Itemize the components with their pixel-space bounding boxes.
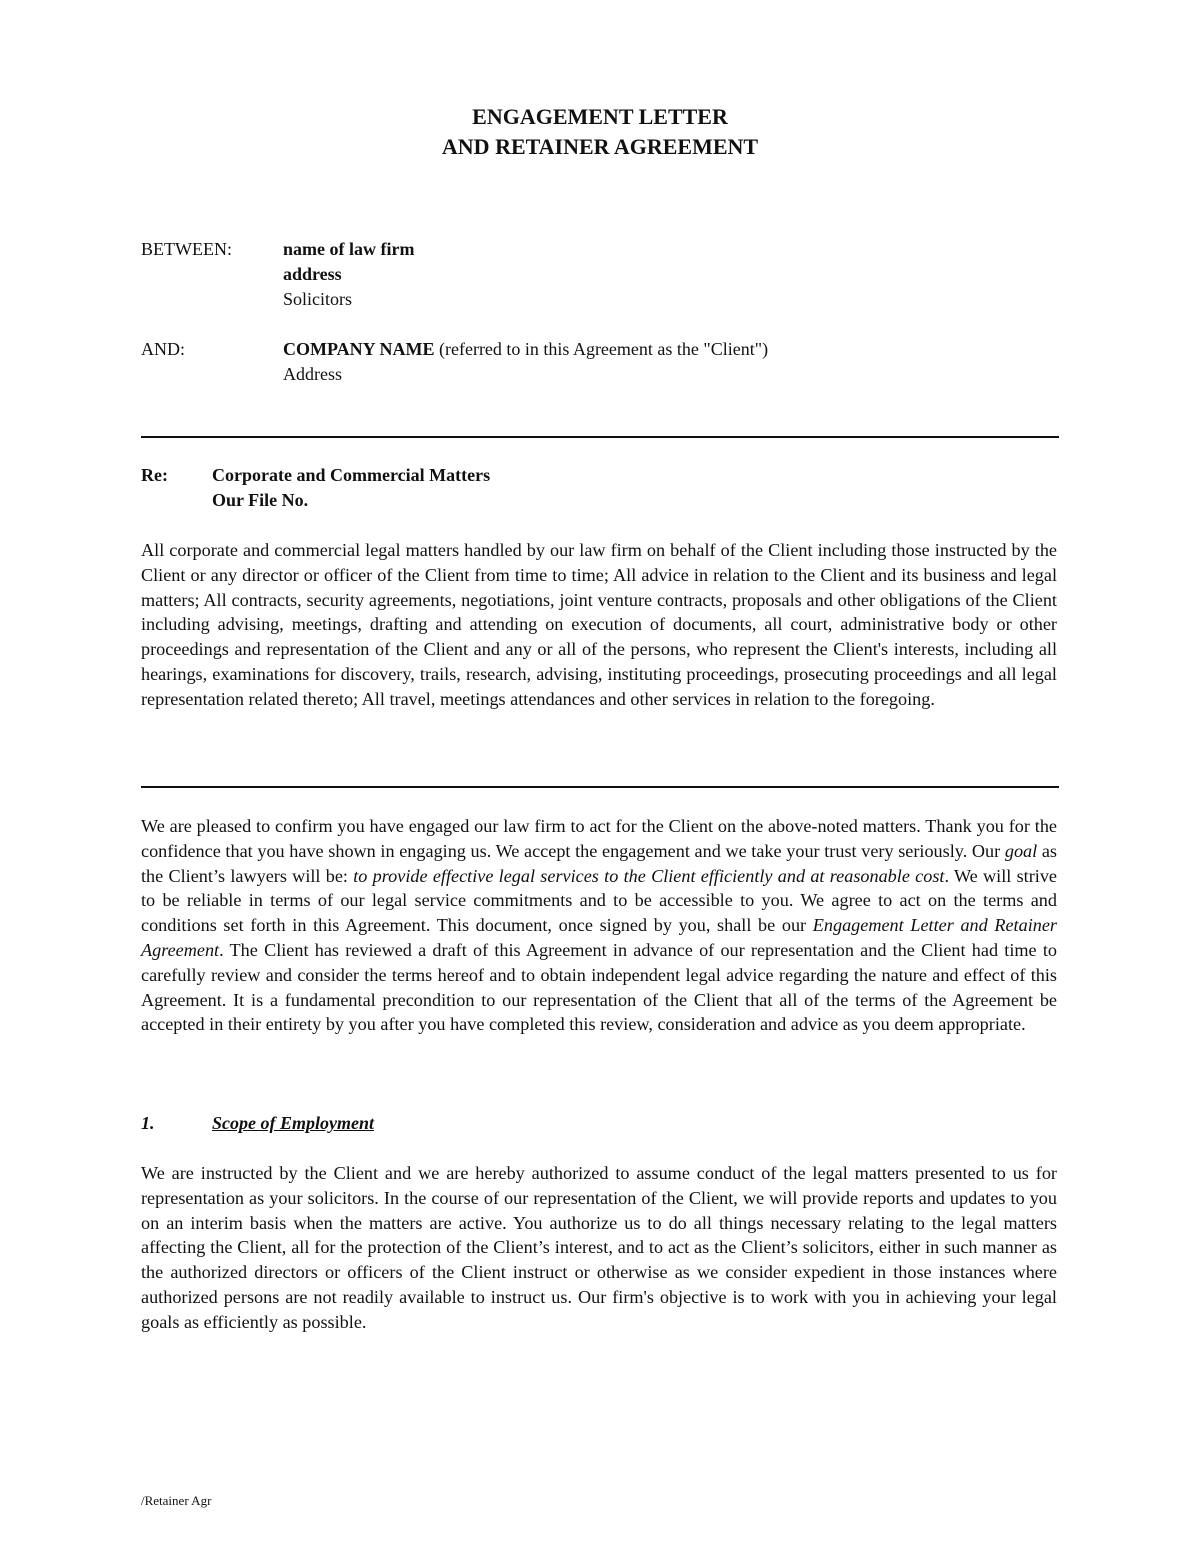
intro-paragraph: We are pleased to confirm you have engaged our law firm to act for the Client on the above-noted matters. Thank you for the confidence that you have shown in engaging us. We accept the engagement and we take your trust very seriously. Our goal as the Client’s lawyers will be: to provide effective legal services to the Client efficiently and at reasonable cost. We will strive to be reliable in terms of our legal service commitments and to be accessible to you. We agree to act on the terms and conditions set forth in this Agreement. This document, once signed by you, shall be our Engagement Letter and Retainer Agreement. The Client has reviewed a draft of this Agreement in advance of our representation and the Client had time to carefully review and consider the terms hereof and to obtain independent legal advice regarding the nature and effect of this Agreement. It is a fundamental precondition to our representation of the Client that all of the terms of the Agreement be accepted in their entirety by you after you have completed this review, consideration and advice as you deem appropriate. <box>141 816 1058 1035</box>
re-label: Re: <box>141 465 168 485</box>
section-1-heading <box>141 1111 374 1136</box>
goal-text: to provide effective legal services to the Client efficiently and at reasonable cost <box>353 865 945 886</box>
re-subject: Corporate and Commercial Matters <box>212 465 491 485</box>
scope-paragraph: All corporate and commercial legal matters handled by our law firm on behalf of the Client including those instructed by the Client or any director or officer of the Client from time to time; All advice in relation to the Client and its business and legal matters; All contracts, security agreements, negotiations, joint venture contracts, proposals and other obligations of the Client including advising, meetings, drafting and attending on execution of documents, all court, administrative body or other proceedings and representation of the Client and any or all of the persons, who represent the Client's interests, including all hearings, examinations for discovery, trails, research, advising, instituting proceedings, prosecuting proceedings and all legal representation related thereto; All travel, meetings attendances and other services in relation to the foregoing. <box>141 540 1057 709</box>
title-line-2: AND RETAINER AGREEMENT <box>441 134 759 159</box>
section-1-number: 1. <box>141 1113 155 1133</box>
re-file-number: Our File No. <box>212 490 309 510</box>
document-name: Engagement Letter and Retainer Agreement <box>141 915 1058 960</box>
top-divider <box>141 436 1059 438</box>
and-label: AND: <box>141 339 185 359</box>
parties-block <box>141 237 1061 412</box>
party-between <box>141 237 1061 312</box>
firm-role: Solicitors <box>283 289 353 309</box>
page-footer: /Retainer Agr <box>141 1493 212 1508</box>
between-label: BETWEEN: <box>141 239 232 259</box>
document-title <box>0 102 1200 162</box>
company-address: Address <box>283 364 342 384</box>
bottom-divider <box>141 786 1059 788</box>
party-and <box>141 337 1061 387</box>
re-block <box>141 463 1059 513</box>
title-line-1: ENGAGEMENT LETTER <box>472 104 728 129</box>
company-reference: (referred to in this Agreement as the "Client") <box>434 339 769 359</box>
goal-word: goal <box>1004 840 1038 861</box>
company-name: COMPANY NAME <box>283 339 435 359</box>
firm-name: name of law firm <box>283 239 415 259</box>
firm-address: address <box>283 264 342 284</box>
section-1-title: Scope of Employment <box>212 1113 374 1133</box>
section-1-body: We are instructed by the Client and we are hereby authorized to assume conduct of the legal matters presented to us for representation as your solicitors. In the course of our representation of the Client, we will provide reports and updates to you on an interim basis when the matters are active. You authorize us to do all things necessary relating to the legal matters affecting the Client, all for the protection of the Client’s interest, and to act as the Client’s solicitors, either in such manner as the authorized directors or officers of the Client instruct or otherwise as we consider expedient in those instances where authorized persons are not readily available to instruct us. Our firm's objective is to work with you in achieving your legal goals as efficiently as possible. <box>141 1163 1057 1332</box>
